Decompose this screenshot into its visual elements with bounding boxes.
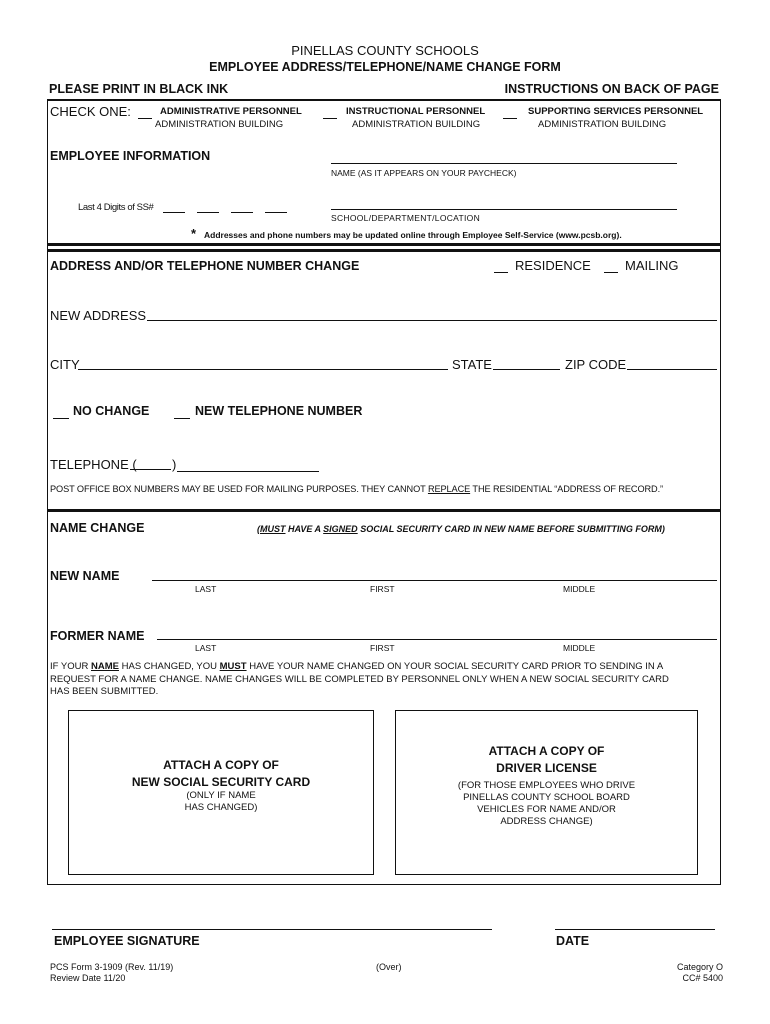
note-rest: SOCIAL SECURITY CARD IN NEW NAME BEFORE SUBMITTING FORM)	[357, 524, 665, 534]
check-new-phone[interactable]	[174, 405, 190, 424]
notice-a: IF YOUR	[50, 661, 91, 672]
new-phone-label: NEW TELEPHONE NUMBER	[195, 404, 363, 418]
notice-line-1	[50, 661, 669, 674]
former-name-label: FORMER NAME	[50, 629, 145, 643]
instructional-building-label: ADMINISTRATION BUILDING	[352, 119, 481, 130]
new-name-field[interactable]	[152, 580, 717, 581]
address-heading: ADDRESS AND/OR TELEPHONE NUMBER CHANGE	[50, 259, 360, 273]
print-note: PLEASE PRINT IN BLACK INK	[49, 82, 229, 96]
ss-digit-1[interactable]	[163, 212, 185, 213]
attach-ss-sub-2: HAS CHANGED)	[184, 802, 258, 813]
support-building-label: ADMINISTRATION BUILDING	[538, 119, 667, 130]
check-one-label: CHECK ONE:	[50, 104, 131, 119]
online-note: Addresses and phone numbers may be updated online through Employee Self-Service (www.pcsb.org).	[204, 230, 622, 240]
attach-dl-sub-4: ADDRESS CHANGE)	[500, 816, 593, 827]
signature-field[interactable]	[52, 929, 492, 930]
new-first-caption: FIRST	[370, 584, 395, 594]
city-field[interactable]	[78, 369, 448, 370]
ss-label: Last 4 Digits of SS#	[78, 202, 154, 213]
zip-label: ZIP CODE	[565, 357, 627, 372]
residence-label: RESIDENCE	[515, 258, 591, 273]
school-field[interactable]	[331, 209, 677, 210]
attach-ss-title-2: NEW SOCIAL SECURITY CARD	[131, 775, 311, 789]
check-instructional[interactable]	[323, 106, 337, 124]
notice-line-2: REQUEST FOR A NAME CHANGE. NAME CHANGES WILL BE COMPLETED BY PERSONNEL ONLY WHEN A NEW SOCIAL SECURITY CARD	[50, 673, 669, 685]
signature-label: EMPLOYEE SIGNATURE	[54, 934, 200, 948]
admin-building-label: ADMINISTRATION BUILDING	[155, 119, 284, 130]
new-last-caption: LAST	[195, 584, 217, 594]
mailing-label: MAILING	[625, 258, 679, 273]
date-field[interactable]	[555, 929, 715, 930]
state-field[interactable]	[493, 369, 560, 370]
over-note: (Over)	[376, 962, 402, 972]
form-title: EMPLOYEE ADDRESS/TELEPHONE/NAME CHANGE FORM	[209, 60, 561, 74]
attach-dl-sub-3: VEHICLES FOR NAME AND/OR	[477, 804, 616, 815]
notice-must: MUST	[219, 661, 247, 672]
po-note-replace: REPLACE	[427, 484, 471, 494]
name-change-note	[257, 524, 665, 534]
former-middle-caption: MIDDLE	[563, 643, 596, 653]
attach-ss-sub-1: (ONLY IF NAME	[186, 790, 256, 801]
former-first-caption: FIRST	[370, 643, 395, 653]
state-label: STATE	[452, 357, 492, 372]
new-address-field[interactable]	[147, 320, 717, 321]
po-note-pre: POST OFFICE BOX NUMBERS MAY BE USED FOR MAILING PURPOSES. THEY CANNOT	[50, 484, 428, 494]
telephone-label: TELEPHONE (	[50, 457, 137, 472]
name-change-heading: NAME CHANGE	[50, 521, 145, 535]
check-mailing[interactable]	[604, 259, 618, 278]
attach-dl-title-1: ATTACH A COPY OF	[488, 744, 605, 758]
note-must: MUST	[260, 524, 286, 534]
form-number: PCS Form 3-1909 (Rev. 11/19)	[50, 962, 174, 972]
ss-digit-2[interactable]	[197, 212, 219, 213]
note-signed: SIGNED	[323, 524, 358, 534]
review-date: Review Date 11/20	[50, 973, 126, 983]
org-name: PINELLAS COUNTY SCHOOLS	[291, 43, 479, 58]
city-label: CITY	[50, 357, 80, 372]
new-name-label: NEW NAME	[50, 569, 120, 583]
check-residence[interactable]	[494, 259, 508, 278]
po-note-post: THE RESIDENTIAL “ADDRESS OF RECORD.”	[470, 484, 663, 494]
new-address-label: NEW ADDRESS	[50, 308, 147, 323]
ss-digit-4[interactable]	[265, 212, 287, 213]
attach-ss-title-1: ATTACH A COPY OF	[163, 758, 279, 772]
attach-dl-sub-2: PINELLAS COUNTY SCHOOL BOARD	[463, 792, 630, 803]
name-change-notice	[50, 661, 669, 699]
check-support[interactable]	[503, 106, 517, 124]
admin-personnel-label: ADMINISTRATIVE PERSONNEL	[160, 106, 302, 117]
telephone-field[interactable]	[177, 471, 319, 472]
notice-b: HAS CHANGED, YOU	[118, 661, 220, 672]
area-code-field[interactable]	[130, 469, 171, 470]
attach-dl-sub-1: (FOR THOSE EMPLOYEES WHO DRIVE	[457, 780, 636, 791]
instructional-personnel-label: INSTRUCTIONAL PERSONNEL	[346, 106, 486, 117]
instructions-note: INSTRUCTIONS ON BACK OF PAGE	[504, 82, 719, 96]
notice-name: NAME	[91, 661, 119, 672]
note-open: (	[257, 524, 260, 534]
zip-field[interactable]	[627, 369, 717, 370]
category-label: Category O	[676, 962, 723, 972]
former-last-caption: LAST	[195, 643, 217, 653]
telephone-close: )	[172, 457, 177, 472]
section-rule	[47, 243, 721, 246]
name-field[interactable]	[331, 163, 677, 164]
cc-number: CC# 5400	[682, 973, 723, 983]
attach-dl-title-2: DRIVER LICENSE	[496, 761, 597, 775]
section-rule-2	[47, 249, 721, 252]
employee-info-heading: EMPLOYEE INFORMATION	[50, 149, 211, 163]
date-label: DATE	[556, 934, 590, 948]
ss-digit-3[interactable]	[231, 212, 253, 213]
former-name-field[interactable]	[157, 639, 717, 640]
section-rule-3	[47, 509, 721, 512]
name-caption: NAME (AS IT APPEARS ON YOUR PAYCHECK)	[331, 168, 517, 178]
support-personnel-label: SUPPORTING SERVICES PERSONNEL	[528, 106, 704, 117]
note-mid: HAVE A	[285, 524, 324, 534]
online-star: *	[191, 226, 197, 241]
check-no-change[interactable]	[53, 405, 69, 424]
notice-c: HAVE YOUR NAME CHANGED ON YOUR SOCIAL SECURITY CARD PRIOR TO SENDING IN A	[246, 661, 664, 672]
check-admin[interactable]	[138, 106, 152, 124]
notice-line-3: HAS BEEN SUBMITTED.	[50, 686, 159, 697]
school-caption: SCHOOL/DEPARTMENT/LOCATION	[331, 213, 481, 223]
no-change-label: NO CHANGE	[73, 404, 150, 418]
new-middle-caption: MIDDLE	[563, 584, 596, 594]
po-box-note	[50, 484, 663, 494]
